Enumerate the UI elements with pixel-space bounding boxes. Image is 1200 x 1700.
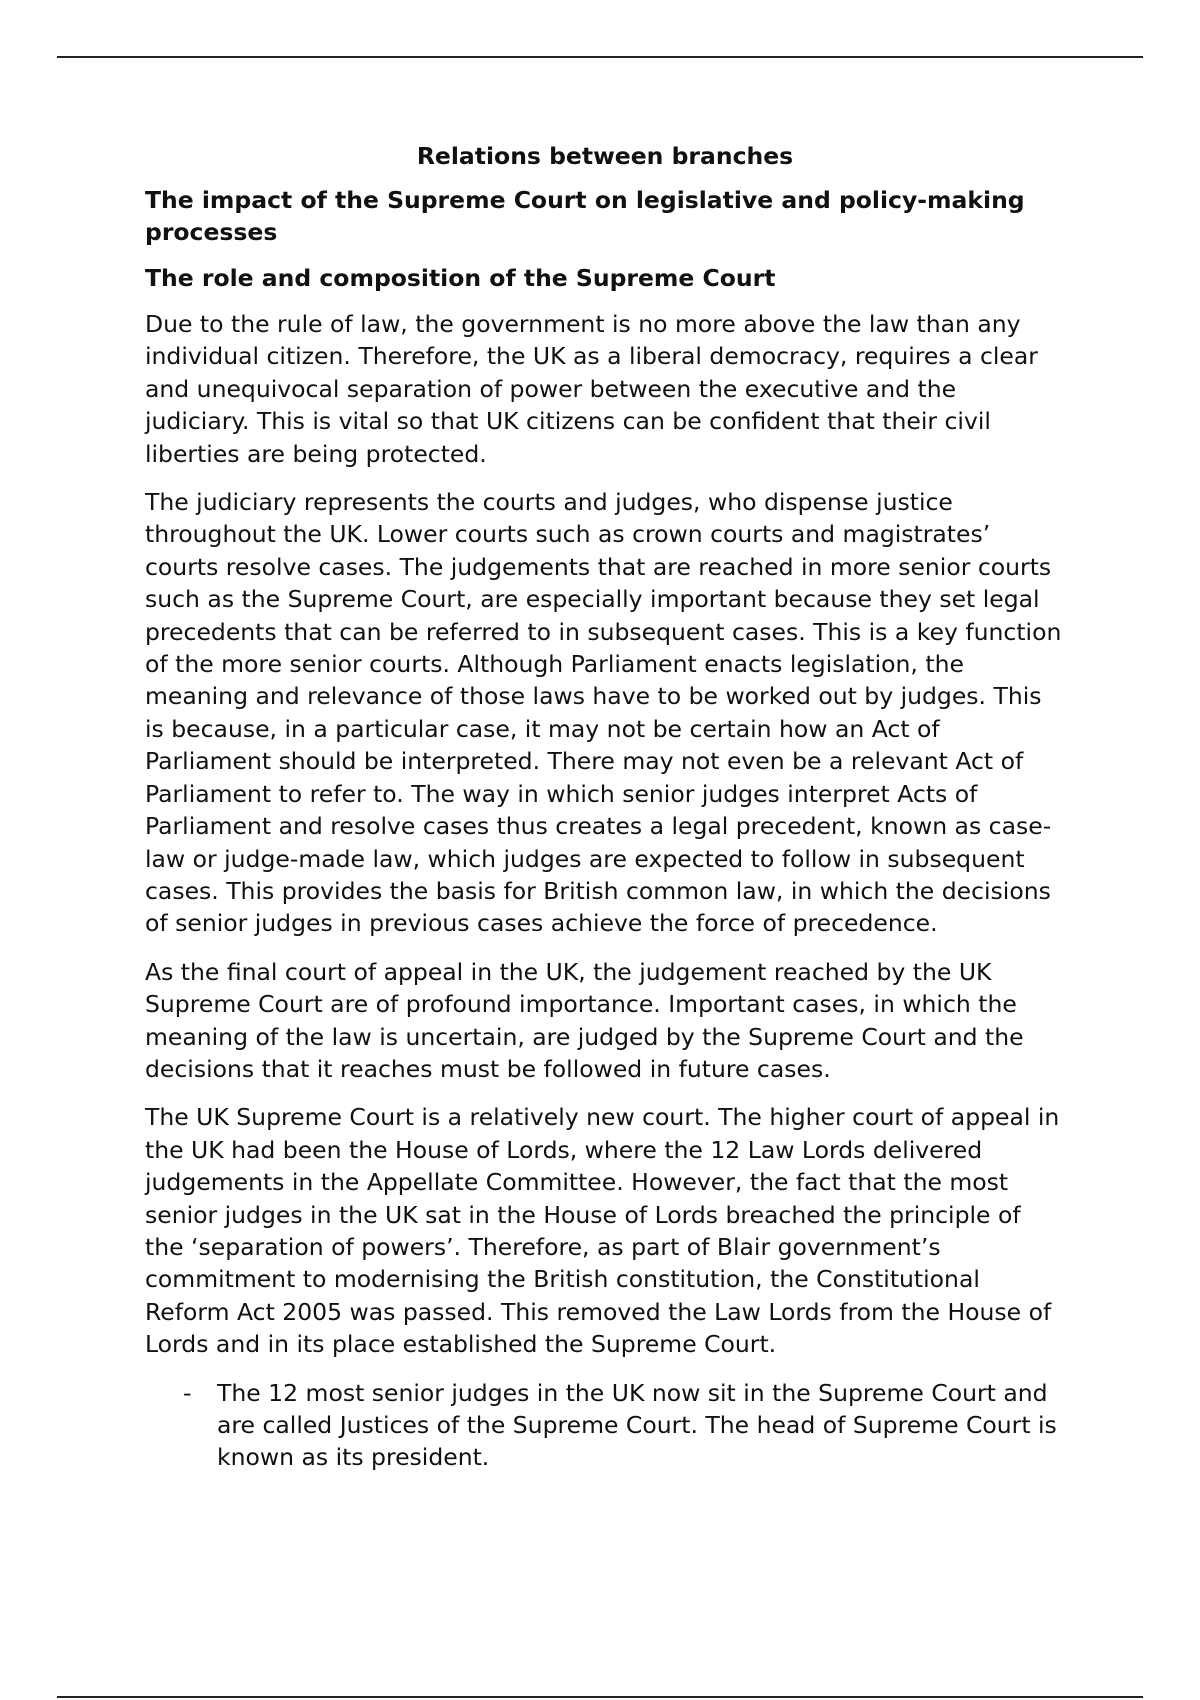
paragraph-judiciary: The judiciary represents the courts and judges, who dispense justice throughout the UK. Lower courts such as crown courts and magistrates’ courts resolve cases. The judgements that are reached in more senior courts such as the Supreme Court, are especially important because they set legal precedents that can be referred to in subsequent cases. This is a key function of the more senior courts. Although Parliament enacts legislation, the meaning and relevance of those laws have to be worked out by judges. This is because, in a particular case, it may not be certain how an Act of Parliament should be interpreted. There may not even be a relevant Act of Parliament to refer to. The way in which senior judges interpret Acts of Parliament and resolve cases thus creates a legal precedent, known as case-law or judge-made law, which judges are expected to follow in subsequent cases. This provides the basis for British common law, in which the decisions of senior judges in previous cases achieve the force of precedence. [145,488,1062,938]
subsection-heading: The role and composition of the Supreme Court [145,264,776,292]
footer-rule [57,1696,1143,1698]
paragraph-final-court: As the final court of appeal in the UK, the judgement reached by the UK Supreme Court are of profound importance. Important cases, in which the meaning of the law is uncertain, are judged by the Supreme Court and the decisions that it reaches must be followed in future cases. [145,957,1024,1083]
header-rule [57,56,1143,58]
list-item [145,1377,1065,1474]
document-title: Relations between branches [416,142,794,170]
document-body [145,140,1065,1474]
bullet-list [145,1377,1065,1474]
paragraph-supreme-court-history: The UK Supreme Court is a relatively new court. The higher court of appeal in the UK had been the House of Lords, where the 12 Law Lords delivered judgements in the Appellate Committee. However, the fact that the most senior judges in the UK sat in the House of Lords breached the principle of the ‘separation of powers’. Therefore, as part of Blair government’s commitment to modernising the British constitution, the Constitutional Reform Act 2005 was passed. This removed the Law Lords from the House of Lords and in its place established the Supreme Court. [145,1103,1060,1359]
list-item-text: The 12 most senior judges in the UK now sit in the Supreme Court and are called Justices of the Supreme Court. The head of Supreme Court is known as its president. [217,1378,1057,1472]
paragraph-rule-of-law: Due to the rule of law, the government is no more above the law than any individual citizen. Therefore, the UK as a liberal democracy, requires a clear and unequivocal separation of power between the executive and the judiciary. This is vital so that UK citizens can be confident that their civil liberties are being protected. [145,310,1038,468]
dash-marker: - [183,1378,192,1407]
section-heading: The impact of the Supreme Court on legislative and policy-making processes [145,186,1025,246]
